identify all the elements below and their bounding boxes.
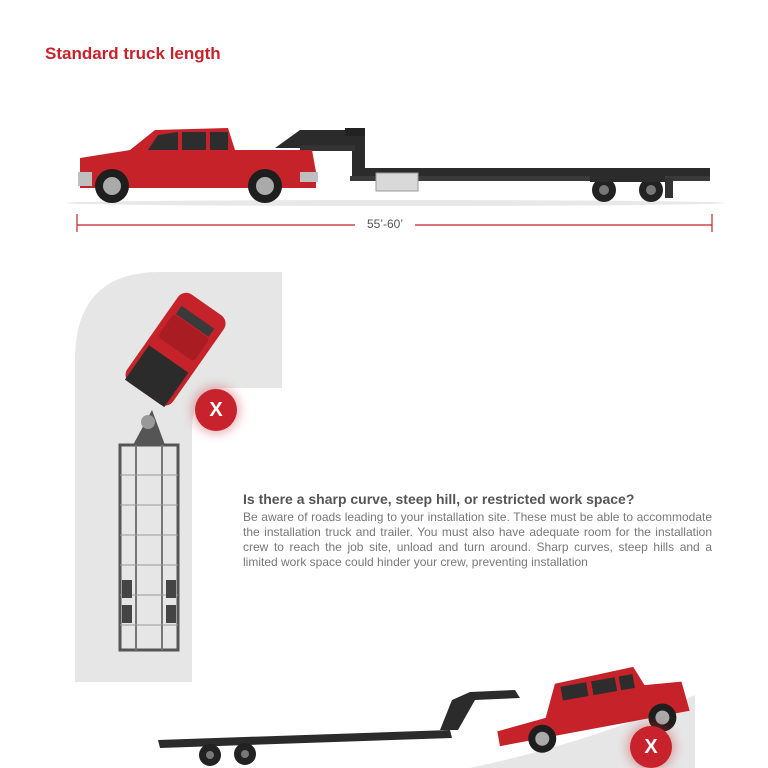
x-icon: X bbox=[195, 389, 237, 431]
page-title: Standard truck length bbox=[45, 44, 221, 63]
section-question: Is there a sharp curve, steep hill, or restricted work space? bbox=[243, 491, 635, 507]
section-body: Be aware of roads leading to your installation site. These must be able to accommodate the installation truck and trailer. You must also have adequate room for the installation crew to reach the job site, unload and turn around. Sharp curves, steep hills and a limited work space could hinder your crew, preventing installation bbox=[243, 510, 712, 569]
dimension-label: 55’-60’ bbox=[355, 217, 415, 231]
truck-trailer-side-illustration bbox=[0, 0, 768, 240]
x-icon: X bbox=[630, 726, 672, 768]
pickup-truck bbox=[78, 128, 318, 203]
truck-turning-curve-illustration bbox=[0, 260, 300, 690]
trailer-on-hill bbox=[158, 690, 520, 766]
trailer bbox=[275, 128, 710, 202]
info-section bbox=[243, 491, 712, 570]
